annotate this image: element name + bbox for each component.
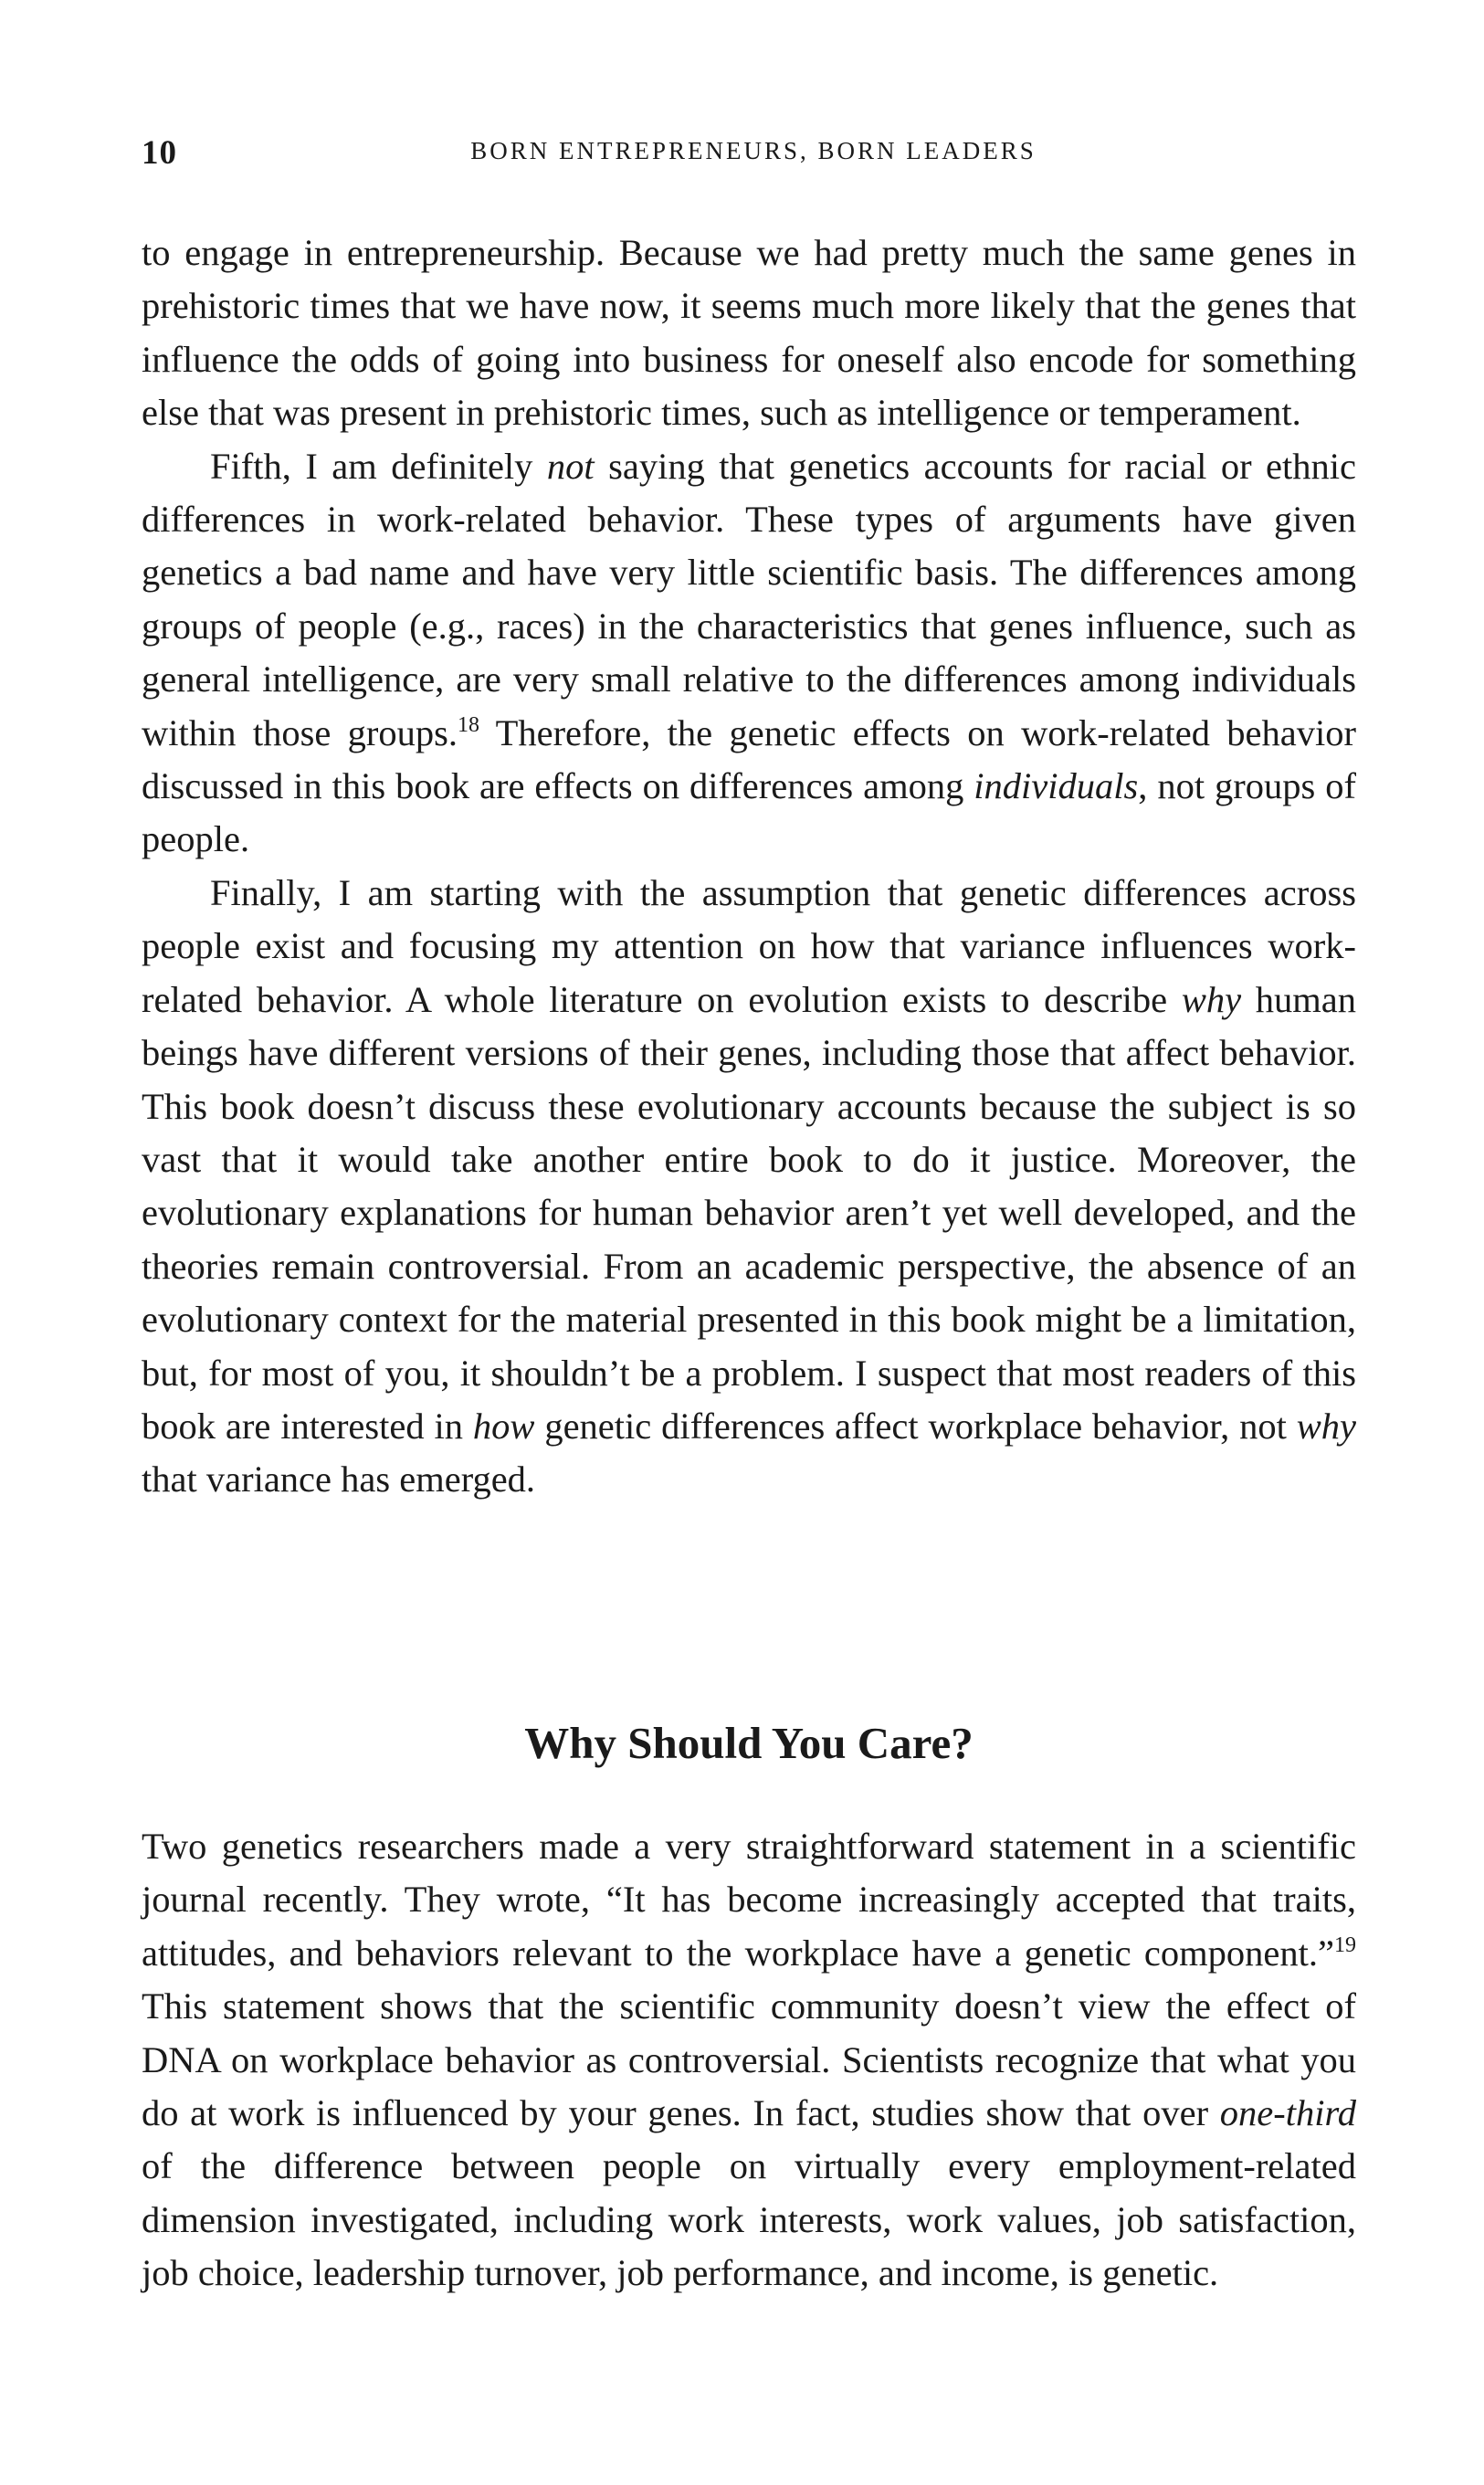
paragraph: to engage in entrepreneurship. Because we had pretty much the same genes in prehistoric times that we have now, it seems much more likely that the genes that influence the odds of going into business for oneself also encode for something else that was present in prehistoric times, such as intelligence or temperament.	[142, 232, 1356, 434]
text-run: of the difference between people on virtually every employment-related dimension investigated, including work interests, work values, job satisfaction, job choice, leadership turnover, job performance, and income, is genetic.	[142, 2145, 1356, 2294]
body-text-block	[142, 226, 1356, 1507]
text-run: Fifth, I am definitely	[210, 445, 547, 487]
text-run: This statement shows that the scientific community doesn’t view the effect of DNA on workplace behavior as controversial. Scientists recognize that what you do at work is influenced by your genes. In fact, studies show that over	[142, 1985, 1356, 2134]
paragraph	[142, 1820, 1356, 2301]
text-run: , not groups of people.	[142, 765, 1356, 860]
emphasis: not	[546, 445, 595, 487]
text-run: Finally, I am starting with the assumption that genetic differences across people exist and focusing my attention on how that variance influences work-related behavior. A whole literature on evolution exists to describe	[142, 871, 1356, 1020]
page-header	[142, 128, 1356, 183]
emphasis: individuals	[974, 765, 1139, 807]
paragraph	[142, 440, 1356, 867]
body-text-block	[142, 1820, 1356, 2301]
emphasis: how	[472, 1405, 535, 1447]
text-run: Therefore, the genetic effects on work-related behavior discussed in this book are effects on differences among	[142, 711, 1356, 807]
footnote-ref: 19	[1334, 1932, 1356, 1957]
footnote-ref: 18	[458, 712, 480, 737]
emphasis: one-third	[1219, 2092, 1356, 2134]
page-number: 10	[142, 134, 177, 172]
text-run: genetic differences affect workplace behavior, not	[534, 1405, 1297, 1447]
text-run: saying that genetics accounts for racial or ethnic differences in work-related behavior. These types of arguments have given genetics a bad name and have very little scientific basis. The differences among groups of people (e.g., races) in the characteristics that genes influence, such as general intelligence, are very small relative to the differences among individuals within those groups.	[142, 445, 1356, 753]
emphasis: why	[1296, 1405, 1357, 1447]
text-run: human beings have different versions of their genes, including those that affect behavior. This book doesn’t discuss these evolutionary accounts because the subject is so vast that it would take another entire book to do it justice. Moreover, the evolutionary explanations for human behavior aren’t yet well developed, and the theories remain controversial. From an academic perspective, the absence of an evolutionary context for the material presented in this book might be a limitation, but, for most of you, it shouldn’t be a problem. I suspect that most readers of this book are interested in	[142, 978, 1356, 1447]
text-run: that variance has emerged.	[142, 1458, 536, 1500]
running-head: BORN ENTREPRENEURS, BORN LEADERS	[470, 137, 1037, 164]
emphasis: why	[1181, 978, 1242, 1020]
section-heading: Why Should You Care?	[524, 1718, 974, 1768]
paragraph	[142, 867, 1356, 1507]
text-run: Two genetics researchers made a very straightforward statement in a scientific journal recently. They wrote, “It has become increasingly accepted that traits, attitudes, and behaviors relevant to the workplace have a genetic component.”	[142, 1826, 1356, 1974]
